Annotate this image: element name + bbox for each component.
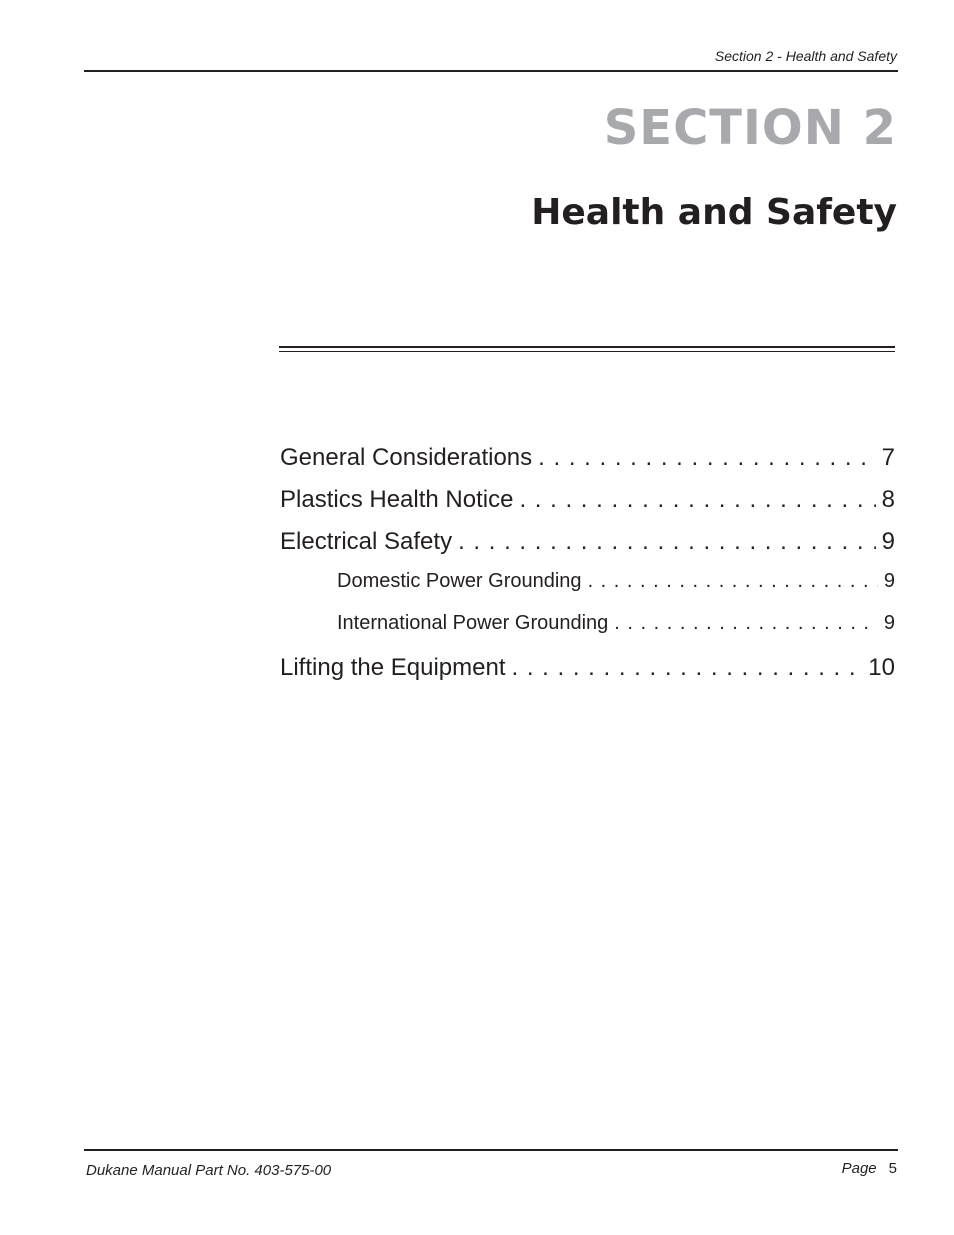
toc-leader-dots bbox=[614, 612, 878, 635]
toc-entry-page: 8 bbox=[881, 486, 895, 513]
header-rule bbox=[84, 70, 898, 72]
toc-leader-dots bbox=[538, 444, 876, 472]
toc-entry[interactable] bbox=[280, 486, 895, 528]
section-number: SECTION 2 bbox=[603, 100, 897, 156]
page-footer bbox=[842, 1160, 897, 1177]
toc-leader-dots bbox=[588, 570, 878, 593]
toc-entry-label: International Power Grounding bbox=[337, 612, 609, 634]
toc-entry-label: General Considerations bbox=[280, 444, 533, 471]
toc-entry-label: Electrical Safety bbox=[280, 528, 453, 555]
toc-entry[interactable] bbox=[280, 444, 895, 486]
toc-leader-dots bbox=[511, 654, 862, 682]
table-of-contents bbox=[280, 444, 895, 696]
toc-entry-page: 9 bbox=[881, 528, 895, 555]
toc-entry-label: Domestic Power Grounding bbox=[337, 570, 582, 592]
toc-entry[interactable] bbox=[280, 528, 895, 570]
page-number: 5 bbox=[888, 1160, 897, 1177]
title-divider bbox=[279, 346, 895, 352]
manual-part-number: Dukane Manual Part No. 403-575-00 bbox=[86, 1162, 332, 1179]
footer-rule bbox=[84, 1149, 898, 1151]
toc-subentry[interactable] bbox=[280, 570, 895, 612]
running-header: Section 2 - Health and Safety bbox=[714, 48, 897, 64]
toc-entry-label: Plastics Health Notice bbox=[280, 486, 514, 513]
toc-leader-dots bbox=[519, 486, 875, 514]
page-label: Page bbox=[841, 1160, 877, 1177]
section-title: Health and Safety bbox=[531, 192, 897, 233]
toc-leader-dots bbox=[458, 528, 876, 556]
toc-entry-page: 10 bbox=[868, 654, 895, 681]
toc-entry[interactable] bbox=[280, 654, 895, 696]
toc-subentry[interactable] bbox=[280, 612, 895, 654]
toc-entry-page: 9 bbox=[883, 570, 895, 592]
toc-entry-label: Lifting the Equipment bbox=[280, 654, 506, 681]
toc-entry-page: 9 bbox=[883, 612, 895, 634]
toc-entry-page: 7 bbox=[881, 444, 895, 471]
